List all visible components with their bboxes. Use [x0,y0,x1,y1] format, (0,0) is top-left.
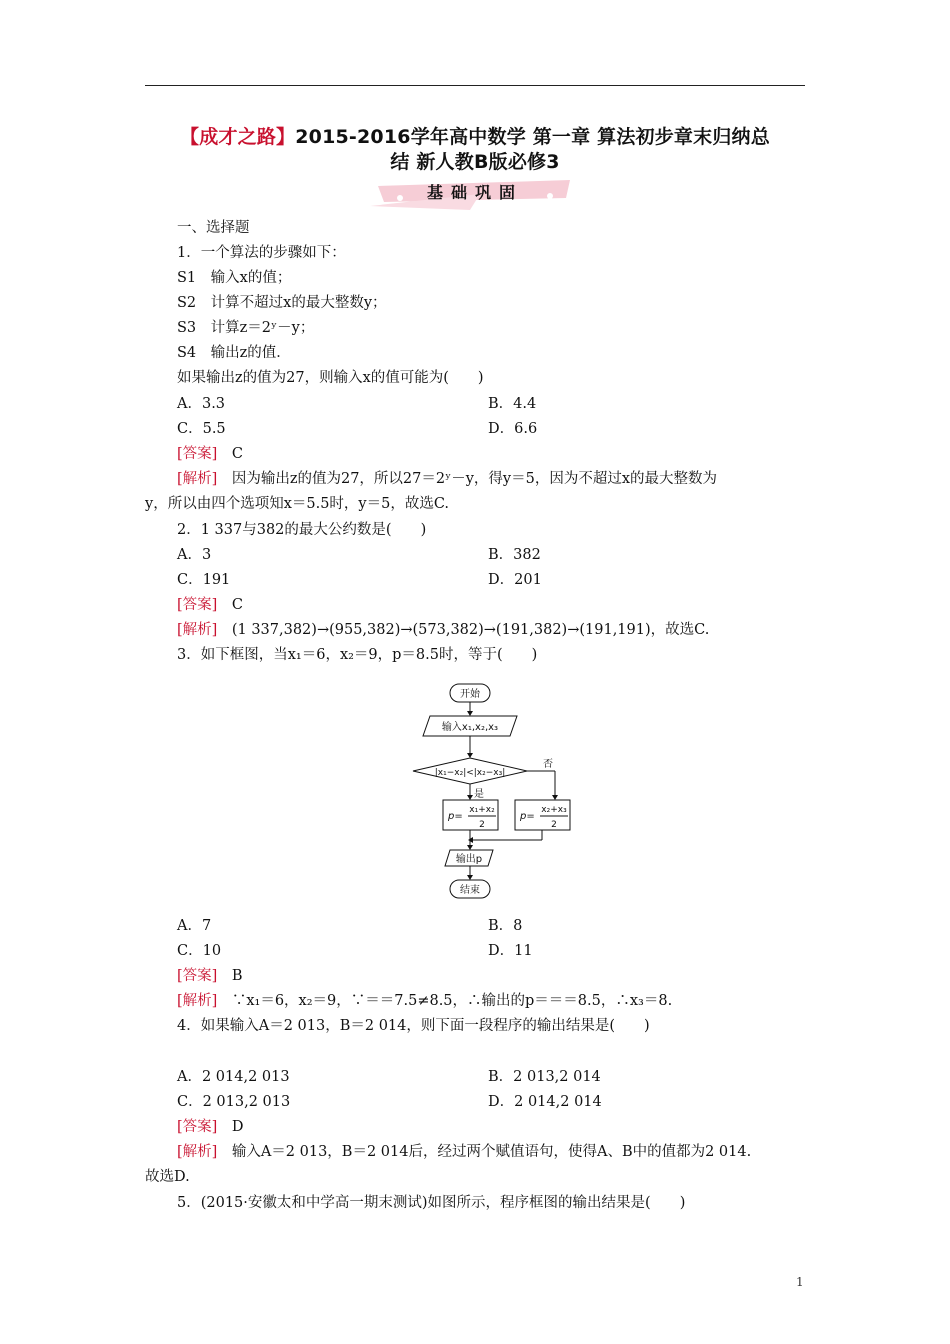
flow-left-lhs: p= [448,811,463,822]
document-title [145,125,805,175]
analysis-text: 因为输出z的值为27，所以27＝2ʸ－y，得y＝5，因为不超过x的最大整数为 [231,471,718,487]
flow-output-label: 输出p [455,854,483,865]
analysis-text: 输入A＝2 013，B＝2 014后，经过两个赋值语句，使得A、B中的值都为2 014. [231,1144,752,1160]
analysis-tag: [解析] [177,1144,218,1160]
flow-right-denominator: 2 [551,820,557,830]
q1-option-a: A．3.3 [177,396,226,412]
q4-analysis-line1 [177,1142,751,1162]
flow-yes-label: 是 [474,789,484,800]
q3-analysis [177,991,672,1011]
analysis-tag: [解析] [177,622,218,638]
q1-answer [177,444,243,464]
q3-answer [177,966,242,986]
q1-stem: 1．一个算法的步骤如下： [177,245,346,261]
q4-option-b: B．2 013,2 014 [488,1069,601,1085]
q1-option-d: D．6.6 [488,421,538,437]
q2-option-c: C．191 [177,572,231,588]
q2-stem: 2．1 337与382的最大公约数是( ) [177,522,427,538]
analysis-text: ∵x₁＝6，x₂＝9，∵＝＝7.5≠8.5，∴输出的p＝＝＝8.5，∴x₃＝8. [231,993,673,1009]
answer-tag: [答案] [177,968,218,984]
q1-step-s4: S4 输出z的值． [177,345,291,361]
header-rule [145,85,805,86]
q3-option-b: B．8 [488,918,523,934]
q4-option-c: C．2 013,2 013 [177,1094,291,1110]
q2-option-a: A．3 [177,547,212,563]
q3-option-d: D．11 [488,943,533,959]
answer-tag: [答案] [177,597,218,613]
q3-stem: 3．如下框图，当x₁＝6，x₂＝9，p＝8.5时，等于( ) [177,647,538,663]
title-line2: 结 新人教B版必修3 [390,151,560,173]
page-number: 1 [796,1275,804,1289]
q5-stem: 5．(2015·安徽太和中学高一期末测试)如图所示，程序框图的输出结果是( ) [177,1195,686,1211]
answer-tag: [答案] [177,446,218,462]
q4-option-a: A．2 014,2 013 [177,1069,290,1085]
q3-option-c: C．10 [177,943,222,959]
q2-option-d: D．201 [488,572,542,588]
flow-no-label: 否 [543,759,553,770]
q1-step-s3: S3 计算z＝2ʸ－y； [177,320,315,336]
q4-analysis-line2: 故选D. [145,1169,190,1185]
q3-flowchart [405,680,595,905]
q3-option-a: A．7 [177,918,212,934]
q4-stem: 4．如果输入A＝2 013，B＝2 014，则下面一段程序的输出结果是( ) [177,1018,650,1034]
q2-analysis [177,620,709,640]
flow-right-lhs: p= [520,811,535,822]
q1-analysis-line1 [177,469,717,489]
q2-answer [177,595,243,615]
section-badge: 基础巩固 [426,183,523,202]
answer-value: B [231,968,243,984]
section-heading: 一、选择题 [177,220,250,236]
analysis-tag: [解析] [177,471,218,487]
q1-option-c: C．5.5 [177,421,226,437]
q1-step-s1: S1 输入x的值； [177,270,292,286]
flow-left-numerator: x₁+x₂ [469,805,495,815]
q4-answer [177,1117,243,1137]
answer-value: D [231,1119,244,1135]
flow-end-label: 结束 [460,885,480,896]
flow-right-numerator: x₂+x₃ [541,805,567,815]
q1-analysis-line2: y，所以由四个选项知x＝5.5时，y＝5，故选C. [145,496,450,512]
analysis-tag: [解析] [177,993,218,1009]
title-line1: 2015-2016学年高中数学 第一章 算法初步章末归纳总 [295,126,770,148]
analysis-text: (1 337,382)→(955,382)→(573,382)→(191,382)→(191,191)，故选C. [231,622,710,638]
flow-left-denominator: 2 [479,820,485,830]
q2-option-b: B．382 [488,547,541,563]
answer-tag: [答案] [177,1119,218,1135]
q1-step-s2: S2 计算不超过x的最大整数y； [177,295,387,311]
q4-option-d: D．2 014,2 014 [488,1094,602,1110]
q1-ask: 如果输出z的值为27，则输入x的值可能为( ) [177,370,484,386]
answer-value: C [231,446,243,462]
answer-value: C [231,597,243,613]
flow-condition-label: |x₁−x₂|<|x₂−x₃| [434,768,506,778]
title-bracket: 【成才之路】 [180,126,296,148]
q1-option-b: B．4.4 [488,396,537,412]
flow-input-label: 输入x₁,x₂,x₃ [441,722,499,733]
flow-start-label: 开始 [460,689,480,700]
